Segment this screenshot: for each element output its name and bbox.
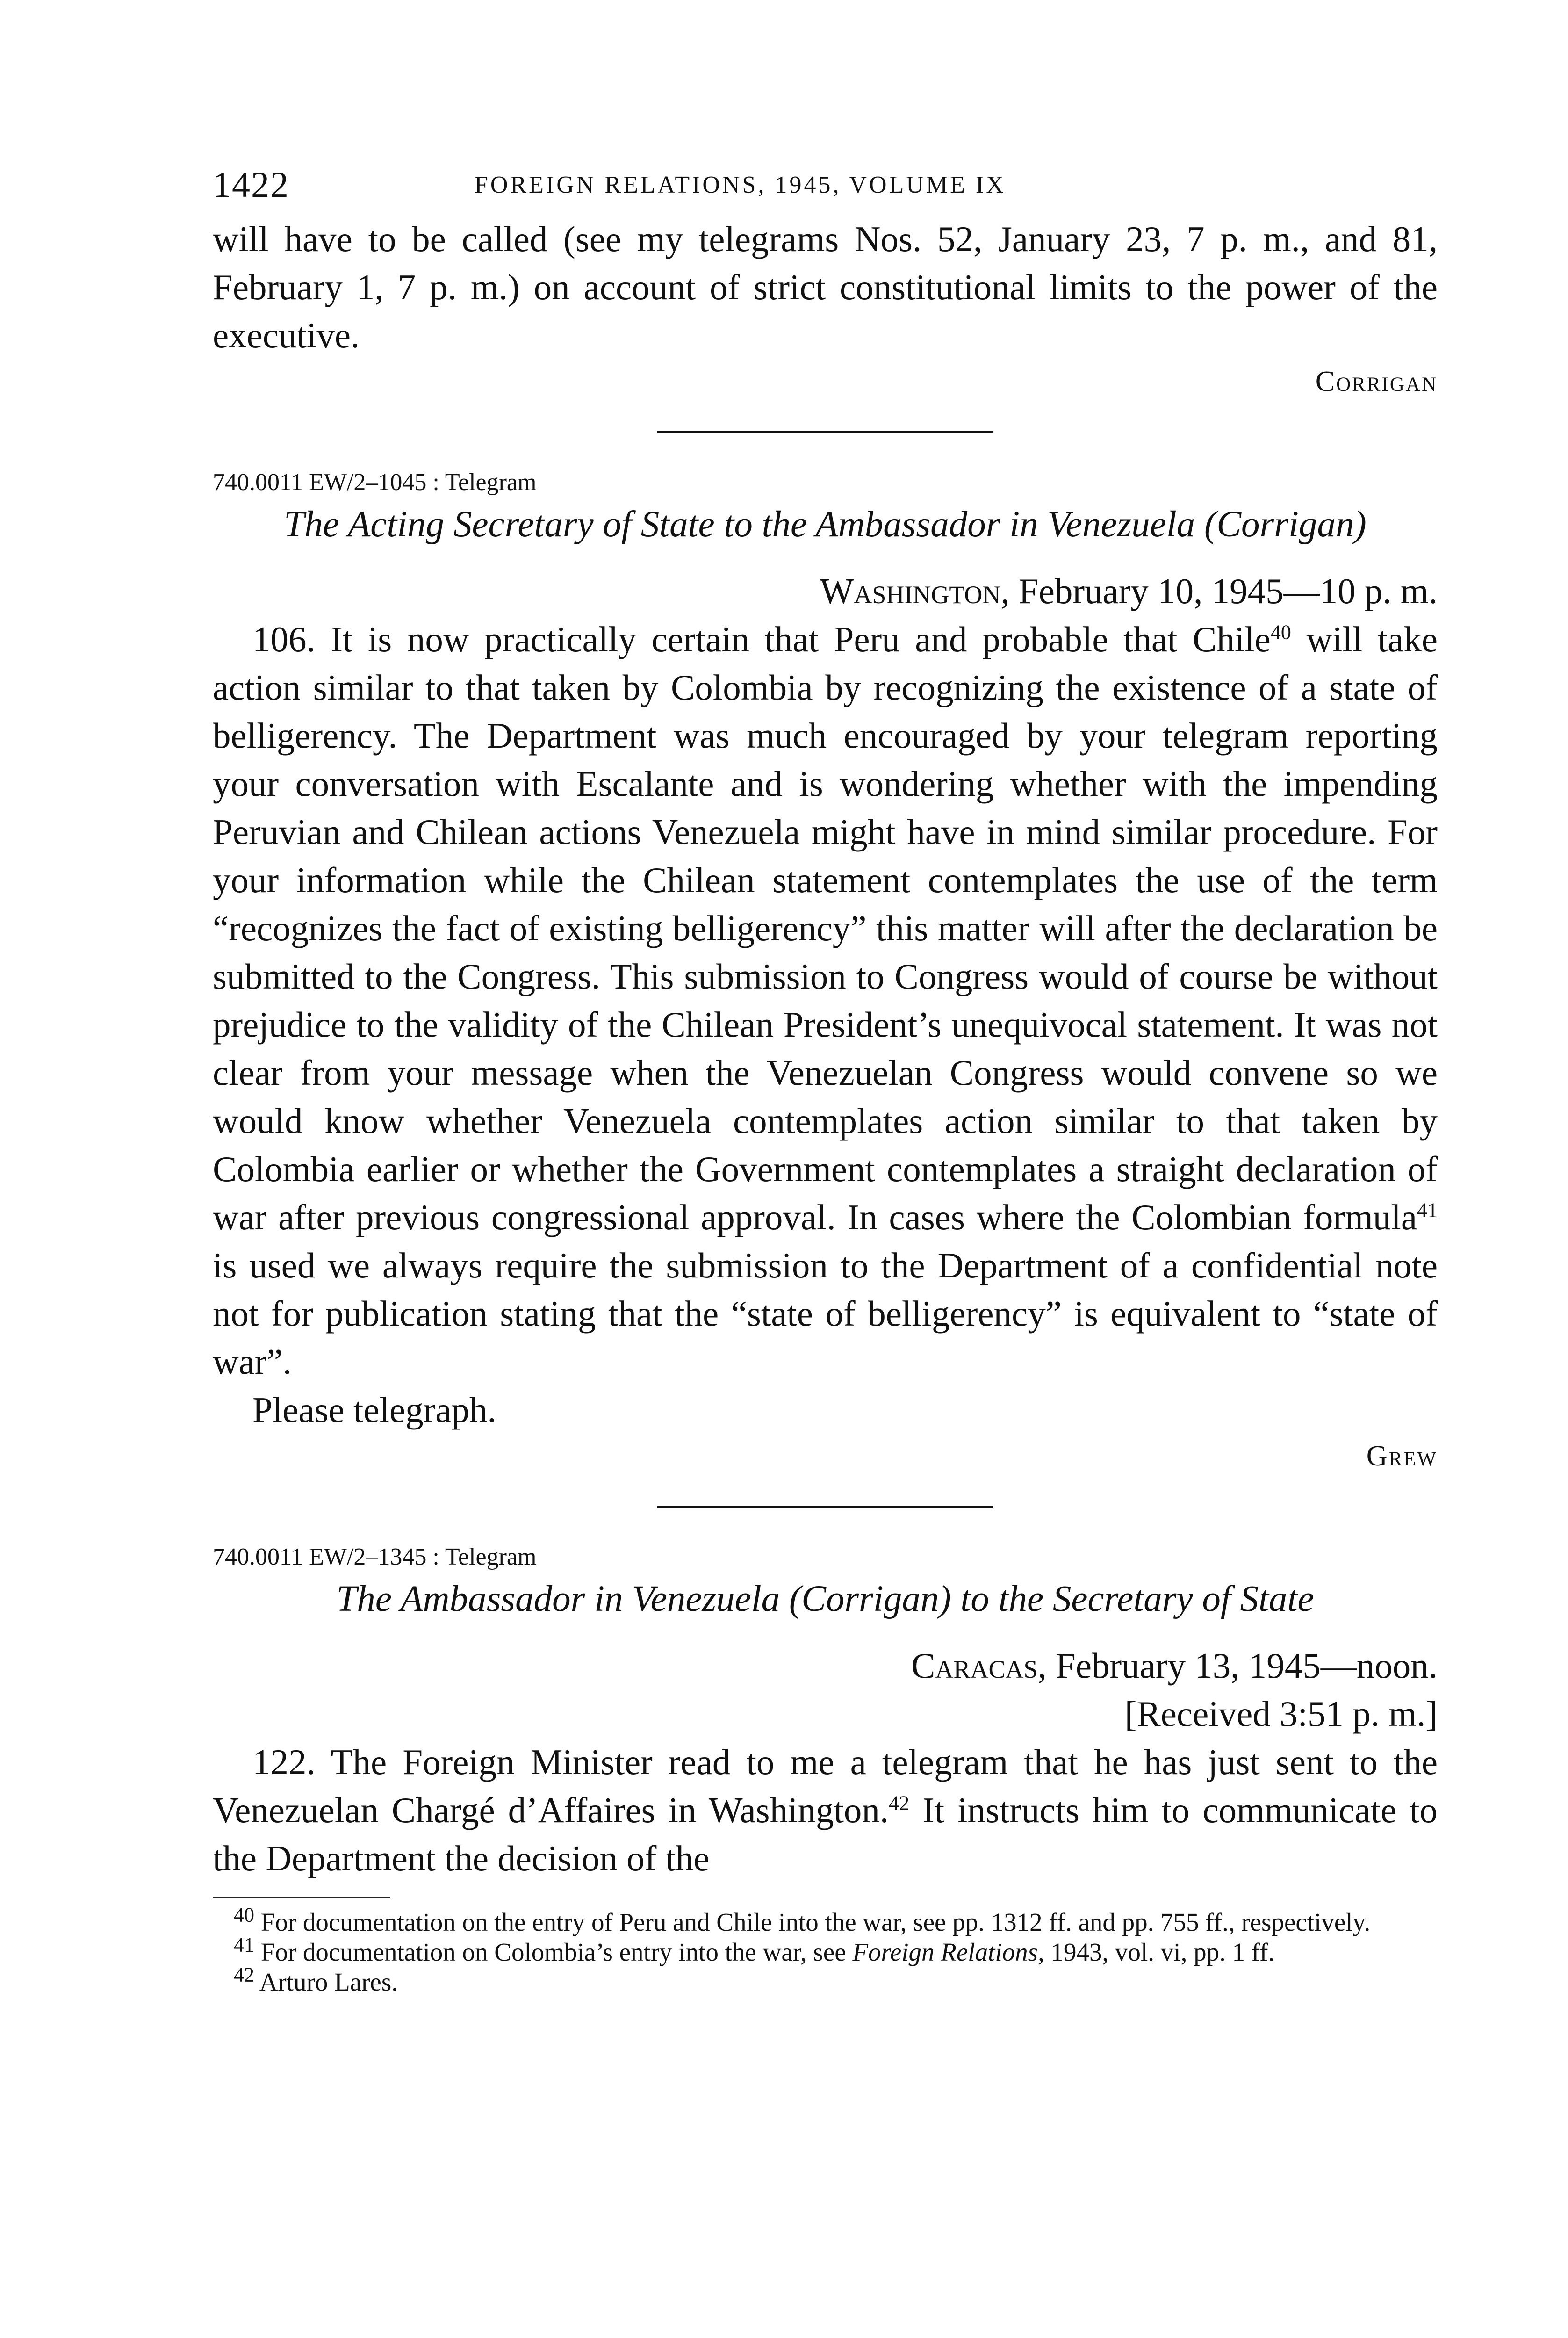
footnote xyxy=(213,1933,1438,1967)
dateline xyxy=(213,1642,1438,1690)
document-title: The Acting Secretary of State to the Ambassador in Venezuela (Corrigan) xyxy=(284,504,1367,545)
closing-line: Please telegraph. xyxy=(252,1390,496,1430)
paragraph-text: is used we always require the submission to the Department of a confidential note not for publication stating that the “state of belligerency” is equivalent to “state of war”. xyxy=(213,1245,1438,1382)
footnote-marker: 41 xyxy=(1417,1198,1438,1222)
footnote-number: 40 xyxy=(234,1903,254,1927)
document-page xyxy=(213,164,1438,1997)
continued-paragraph: will have to be called (see my telegrams Nos. 52, January 23, 7 p. m., and 81, February 1, 7 p. m.) on account of strict constitutional limits to the power of the executive. xyxy=(213,219,1438,355)
footnote-text: For documentation on the entry of Peru and Chile into the war, see pp. 1312 ff. and pp. 755 ff., respectively. xyxy=(254,1908,1371,1936)
footnote-text: Arturo Lares. xyxy=(254,1968,398,1996)
footnote-text: 1943, vol. vi, pp. 1 ff. xyxy=(1044,1938,1275,1966)
file-reference: 740.0011 EW/2–1045 : Telegram xyxy=(213,469,537,496)
dateline-date: , February 13, 1945—noon. xyxy=(1037,1645,1438,1686)
dateline-place: Washington xyxy=(820,571,1001,611)
dateline-place: Caracas xyxy=(911,1645,1038,1686)
paragraph-text: 122. The Foreign Minister read to me a telegram that he has just sent to the Venezuelan Chargé d’Affaires in Washington. xyxy=(213,1742,1438,1830)
paragraph-text: 106. It is now practically certain that Peru and probable that Chile xyxy=(252,619,1271,659)
footnote-text: For documentation on Colombia’s entry into the war, see xyxy=(254,1938,853,1966)
page-number: 1422 xyxy=(213,164,289,205)
footnote xyxy=(213,1963,1438,1997)
footnote-marker: 40 xyxy=(1270,621,1291,644)
footnote xyxy=(213,1903,1438,1937)
signature-grew: Grew xyxy=(1366,1440,1438,1472)
received-note: [Received 3:51 p. m.] xyxy=(1124,1694,1438,1734)
footnote-rule xyxy=(213,1897,390,1898)
file-reference: 740.0011 EW/2–1345 : Telegram xyxy=(213,1544,537,1570)
footnote-number: 42 xyxy=(234,1963,254,1986)
running-head xyxy=(213,164,1438,215)
section-divider xyxy=(657,431,993,433)
dateline xyxy=(213,567,1438,615)
footnote-marker: 42 xyxy=(889,1791,910,1815)
signature-corrigan: Corrigan xyxy=(1315,366,1438,397)
footnote-italic: Foreign Relations, xyxy=(852,1938,1044,1966)
telegram-body xyxy=(213,1738,1438,1883)
footnote-number: 41 xyxy=(234,1933,254,1956)
telegram-body xyxy=(213,615,1438,1386)
running-title: FOREIGN RELATIONS, 1945, VOLUME IX xyxy=(475,172,1006,198)
dateline-date: , February 10, 1945—10 p. m. xyxy=(1000,571,1438,611)
section-divider xyxy=(657,1506,993,1508)
paragraph-text: It instructs him to communicate to the Department the decision of the xyxy=(213,1790,1438,1878)
paragraph-text: will take action similar to that taken by Colombia by recognizing the existence of a state of belligerency. The Department was much encouraged by your telegram reporting your conversation with Escalante and is wondering whether with the impending Peruvian and Chilean actions Venezuela might have in mind similar procedure. For your information while the Chilean statement contemplates the use of the term “recognizes the fact of existing belligerency” this matter will after the declaration be submitted to the Congress. This submission to Congress would of course be without prejudice to the validity of the Chilean President’s unequivocal statement. It was not clear from your message when the Venezuelan Congress would convene so we would know whether Venezuela contemplates action similar to that taken by Colombia earlier or whether the Government contemplates a straight declaration of war after previous congressional approval. In cases where the Colombian formula xyxy=(213,619,1438,1237)
document-title: The Ambassador in Venezuela (Corrigan) to the Secretary of State xyxy=(336,1579,1314,1619)
